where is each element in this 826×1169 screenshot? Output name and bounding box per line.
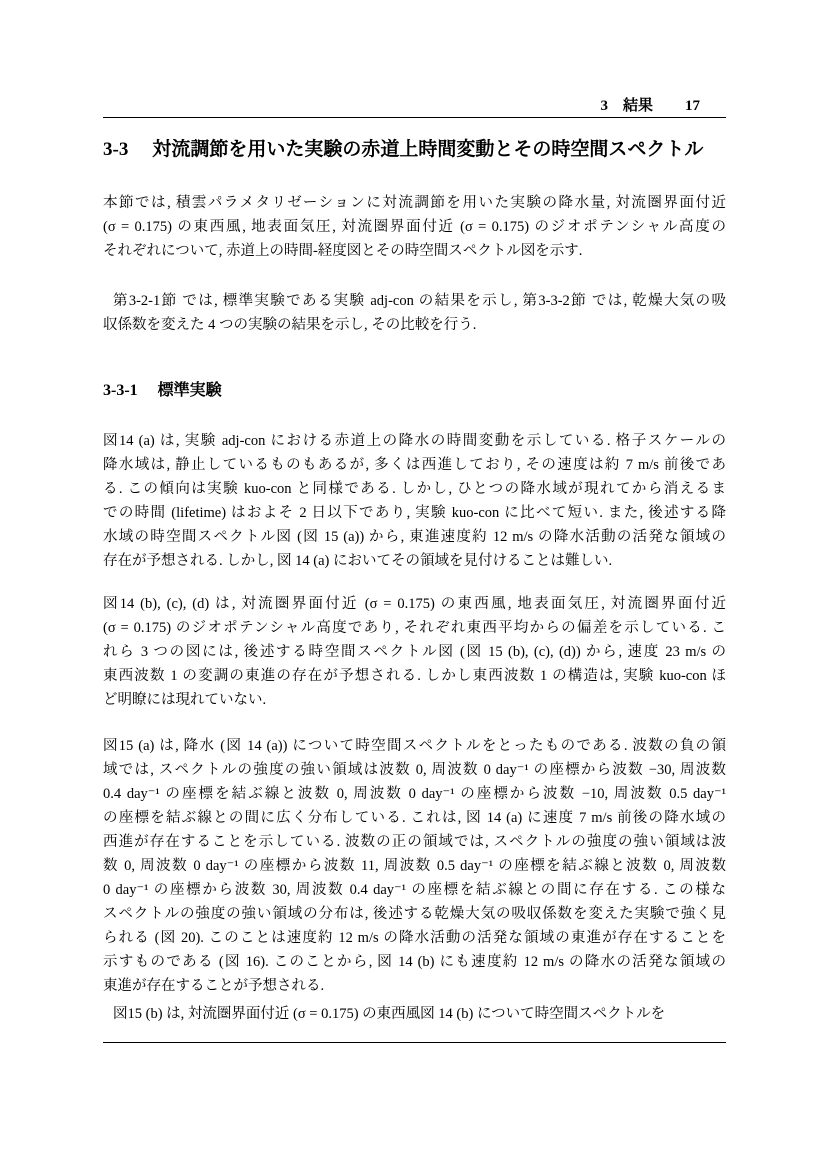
text-line: られる (図 20). このことは速度約 12 m/s の降水活動の活発な領域の東進が存在することを: [103, 930, 726, 946]
text-line: 東進が存在することが予想される.: [103, 978, 325, 994]
text-line: 存在が予想される. しかし, 図 14 (a) においてその領域を見付けることは難しい.: [103, 553, 613, 569]
paragraph-fig14bcd: [103, 592, 726, 712]
text-line: 数 0, 周波数 0 day⁻¹ の座標から波数 11, 周波数 0.5 day⁻¹ の座標を結ぶ線と波数 0, 周波数: [103, 858, 726, 874]
text-line: ど明瞭には現れていない.: [103, 692, 267, 708]
running-head: [103, 94, 726, 114]
text-line: 図15 (b) は, 対流圏界面付近 (σ = 0.175) の東西風図 14 (b) について時空間スペクトルを: [113, 1006, 666, 1022]
text-line: 0.4 day⁻¹ の座標を結ぶ線と波数 0, 周波数 0 day⁻¹ の座標から波数 −10, 周波数 0.5 day⁻¹: [103, 786, 726, 802]
footer-rule: [103, 1042, 726, 1043]
text-line: 図14 (b), (c), (d) は, 対流圏界面付近 (σ = 0.175) の東西風, 地表面気圧, 対流圏界面付近: [103, 596, 726, 612]
text-line: 第3-2-1節 では, 標準実験である実験 adj-con の結果を示し, 第3-3-2節 では, 乾燥大気の吸: [113, 293, 726, 309]
subsection-title: 標準実験: [157, 382, 222, 399]
page-number: 17: [685, 98, 700, 114]
section-number: 3-3: [103, 139, 129, 160]
section-title: 対流調節を用いた実験の赤道上時間変動とその時空間スペクトル: [152, 139, 704, 160]
paragraph-intro: [103, 191, 726, 263]
subsection-number: 3-3-1: [103, 382, 138, 399]
text-line: での時間 (lifetime) はおよそ 2 日以下であり, 実験 kuo-con に比べて短い. また, 後述する降: [103, 505, 726, 521]
text-line: 本節では, 積雲パラメタリゼーションに対流調節を用いた実験の降水量, 対流圏界面付近: [103, 195, 726, 211]
paragraph-overview: [103, 289, 726, 337]
header-rule: [103, 117, 726, 118]
text-line: る. この傾向は実験 kuo-con と同様である. しかし, ひとつの降水域が現れてから消えるま: [103, 481, 726, 497]
text-line: 収係数を変えた 4 つの実験の結果を示し, その比較を行う.: [103, 317, 477, 333]
text-line: 図14 (a) は, 実験 adj-con における赤道上の降水の時間変動を示している. 格子スケールの: [103, 433, 726, 449]
text-line: 0 day⁻¹ の座標から波数 30, 周波数 0.4 day⁻¹ の座標を結ぶ線との間に存在する. この様な: [103, 882, 726, 898]
subsection-heading: [103, 377, 726, 400]
paragraph-fig15b: [103, 1002, 726, 1026]
text-line: 図15 (a) は, 降水 (図 14 (a)) について時空間スペクトルをとったものである. 波数の負の領: [103, 738, 726, 754]
text-line: 東西波数 1 の変調の東進の存在が予想される. しかし東西波数 1 の構造は, 実験 kuo-con ほ: [103, 668, 726, 684]
paragraph-fig14a: [103, 429, 726, 573]
text-line: 西進が存在することを示している. 波数の正の領域では, スペクトルの強度の強い領域は波: [103, 834, 726, 850]
section-heading: [103, 134, 726, 161]
text-line: それぞれについて, 赤道上の時間-経度図とその時空間スペクトル図を示す.: [103, 243, 583, 259]
text-line: 示すものである (図 16). このことから, 図 14 (b) にも速度約 12 m/s の降水の活発な領域の: [103, 954, 726, 970]
text-line: の座標を結ぶ線との間に広く分布している. これは, 図 14 (a) に速度 7 m/s 前後の降水域の: [103, 810, 726, 826]
text-line: 水域の時空間スペクトル図 (図 15 (a)) から, 東進速度約 12 m/s の降水活動の活発な領域の: [103, 529, 726, 545]
paragraph-fig15a-spectrum: [103, 734, 726, 998]
text-line: スペクトルの強度の強い領域の分布は, 後述する乾燥大気の吸収係数を変えた実験で強く見: [103, 906, 726, 922]
text-line: 域では, スペクトルの強度の強い領域は波数 0, 周波数 0 day⁻¹ の座標から波数 −30, 周波数: [103, 762, 726, 778]
text-line: れら 3 つの図には, 後述する時空間スペクトル図 (図 15 (b), (c), (d)) から, 速度 23 m/s の: [103, 644, 726, 660]
text-line: (σ = 0.175) のジオポテンシャル高度であり, それぞれ東西平均からの偏差を示している. こ: [103, 620, 726, 636]
running-head-section-label: 3 結果: [600, 98, 653, 114]
text-line: (σ = 0.175) の東西風, 地表面気圧, 対流圏界面付近 (σ = 0.175) のジオポテンシャル高度の: [103, 219, 726, 235]
text-line: 降水域は, 静止しているものもあるが, 多くは西進しており, その速度は約 7 m/s 前後であ: [103, 457, 726, 473]
